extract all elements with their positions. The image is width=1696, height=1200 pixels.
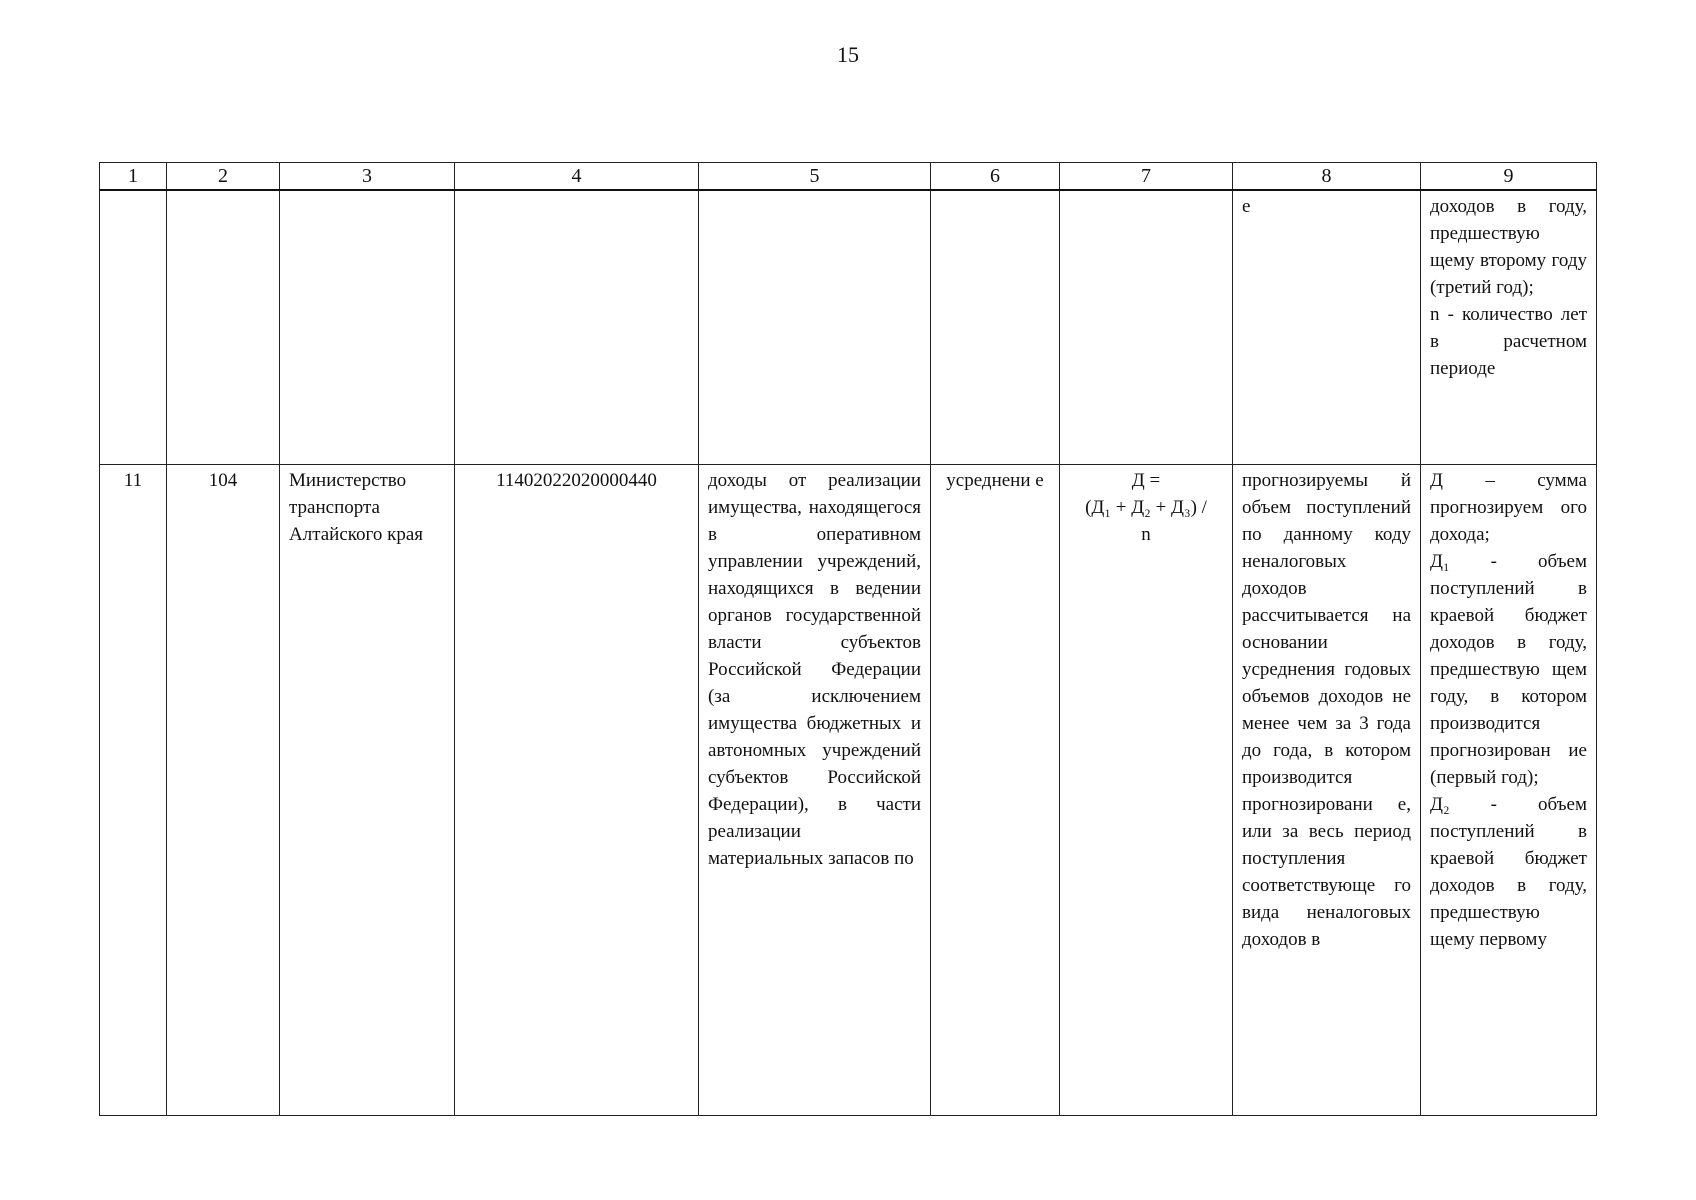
budget-code-cell: 11402022020000440 <box>455 465 699 1116</box>
column-header-9: 9 <box>1421 163 1597 191</box>
row-number-cell: 11 <box>100 465 167 1116</box>
page-number: 15 <box>837 42 859 67</box>
formula-line-1: Д = <box>1131 470 1161 491</box>
column-number-header-row <box>100 163 1597 191</box>
continuation-row <box>100 190 1597 465</box>
column-header-1: 1 <box>100 163 167 191</box>
continuation-cell-8: е <box>1233 190 1421 465</box>
formula-line-2: (Д₁ + Д₂ + Д₃) / <box>1085 497 1207 518</box>
formula-cell <box>1060 465 1233 1116</box>
continuation-cell-6 <box>931 190 1060 465</box>
column-header-8: 8 <box>1233 163 1421 191</box>
continuation-cell-3 <box>280 190 455 465</box>
continuation-cell-1 <box>100 190 167 465</box>
formula-line-3: n <box>1141 524 1151 545</box>
column-header-5: 5 <box>699 163 931 191</box>
algorithm-cell: прогнозируемы й объем поступлений по данному коду неналоговых доходов рассчитывается на основании усреднения годовых объемов доходов не менее чем за 3 года до года, в котором производится прогнозировани е, или за весь период поступления соответствующе го вида неналоговых доходов в <box>1233 465 1421 1116</box>
table-row <box>100 465 1597 1116</box>
continuation-cell-7 <box>1060 190 1233 465</box>
column-header-6: 6 <box>931 163 1060 191</box>
column-header-4: 4 <box>455 163 699 191</box>
revenue-forecast-table <box>99 162 1597 1116</box>
ministry-cell: Министерство транспорта Алтайского края <box>280 465 455 1116</box>
indicator-description-cell: Д – сумма прогнозируем ого дохода; Д₁ - объем поступлений в краевой бюджет доходов в году, предшествую щем году, в котором производится прогнозирован ие (первый год); Д₂ - объем поступлений в краевой бюджет доходов в году, предшествую щему первому <box>1421 465 1597 1116</box>
column-header-3: 3 <box>280 163 455 191</box>
continuation-cell-5 <box>699 190 931 465</box>
column-header-2: 2 <box>167 163 280 191</box>
continuation-cell-4 <box>455 190 699 465</box>
continuation-cell-2 <box>167 190 280 465</box>
column-header-7: 7 <box>1060 163 1233 191</box>
continuation-cell-9: доходов в году, предшествую щему второму году (третий год); n - количество лет в расчетном периоде <box>1421 190 1597 465</box>
admin-code-cell: 104 <box>167 465 280 1116</box>
income-name-cell: доходы от реализации имущества, находящегося в оперативном управлении учреждений, находящихся в ведении органов государственной власти субъектов Российской Федерации (за исключением имущества бюджетных и автономных учреждений субъектов Российской Федерации), в части реализации материальных запасов по <box>699 465 931 1116</box>
method-cell: усреднени е <box>931 465 1060 1116</box>
